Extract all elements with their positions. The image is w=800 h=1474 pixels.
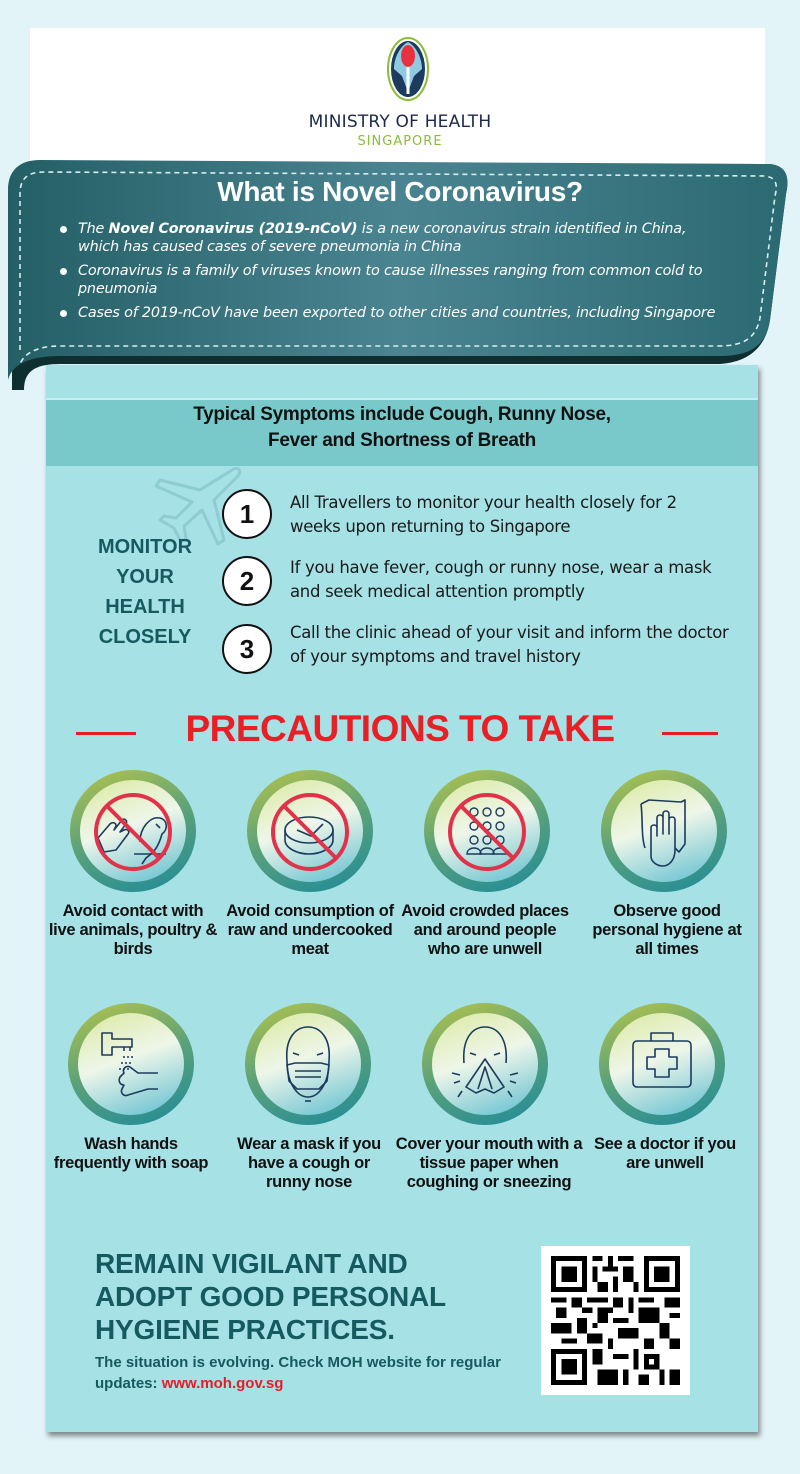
step-number: 2 xyxy=(222,556,272,606)
precautions-title: PRECAUTIONS TO TAKE xyxy=(185,708,615,749)
cover-mouth-icon xyxy=(422,1003,548,1125)
medical-kit-icon xyxy=(599,1003,725,1125)
precaution-label: Avoid contact with live animals, poultry & birds xyxy=(48,902,218,958)
face-mask-icon xyxy=(245,1003,371,1125)
precaution-label: Avoid consumption of raw and undercooked meat xyxy=(226,902,394,958)
monitor-heading: MONITOR YOUR HEALTH CLOSELY xyxy=(97,536,193,648)
org-name: MINISTRY OF HEALTH xyxy=(308,112,492,132)
banner-title: What is Novel Coronavirus? xyxy=(217,176,583,207)
org-sub: SINGAPORE xyxy=(357,134,443,149)
precaution-label: See a doctor if you are unwell xyxy=(594,1135,736,1172)
no-crowds-icon xyxy=(424,770,550,892)
banner-bullet: Cases of 2019-nCoV have been exported to other cities and countries, including Singapore xyxy=(58,304,718,322)
evolving-text: The situation is evolving. Check MOH website for regular updates: www.moh.gov.sg xyxy=(95,1354,501,1392)
vigilant-headline: REMAIN VIGILANT AND ADOPT GOOD PERSONAL HYGIENE PRACTICES. xyxy=(95,1248,446,1345)
hand-hygiene-icon xyxy=(601,770,727,892)
banner-bullet: The Novel Coronavirus (2019-nCoV) is a new coronavirus strain identified in China, which has caused cases of severe pneumonia in China xyxy=(58,220,718,256)
precaution-label: Observe good personal hygiene at all times xyxy=(592,902,742,958)
step-text: If you have fever, cough or runny nose, wear a mask and seek medical attention promptly xyxy=(290,558,712,601)
precaution-label: Wash hands frequently with soap xyxy=(53,1135,209,1172)
step-text: Call the clinic ahead of your visit and inform the doctor of your symptoms and travel history xyxy=(290,623,729,666)
banner-bullets xyxy=(58,220,718,328)
precaution-label: Avoid crowded places and around people who are unwell xyxy=(401,902,569,958)
step-number: 3 xyxy=(222,624,272,674)
symptoms-heading: Typical Symptoms include Cough, Runny Nose, Fever and Shortness of Breath xyxy=(193,404,611,451)
banner-bullet: Coronavirus is a family of viruses known to cause illnesses ranging from common cold to pneumonia xyxy=(58,262,718,298)
step-text: All Travellers to monitor your health closely for 2 weeks upon returning to Singapore xyxy=(290,493,677,536)
qr-code-icon[interactable] xyxy=(541,1246,690,1395)
wash-hands-icon xyxy=(68,1003,194,1125)
step-number: 1 xyxy=(222,489,272,539)
no-animals-icon xyxy=(70,770,196,892)
divider-right xyxy=(662,732,718,735)
no-raw-meat-icon xyxy=(247,770,373,892)
moh-logo-icon xyxy=(386,36,430,102)
moh-website-link[interactable]: www.moh.gov.sg xyxy=(161,1375,284,1392)
precaution-label: Wear a mask if you have a cough or runny nose xyxy=(237,1135,381,1191)
precaution-label: Cover your mouth with a tissue paper when coughing or sneezing xyxy=(395,1135,583,1191)
